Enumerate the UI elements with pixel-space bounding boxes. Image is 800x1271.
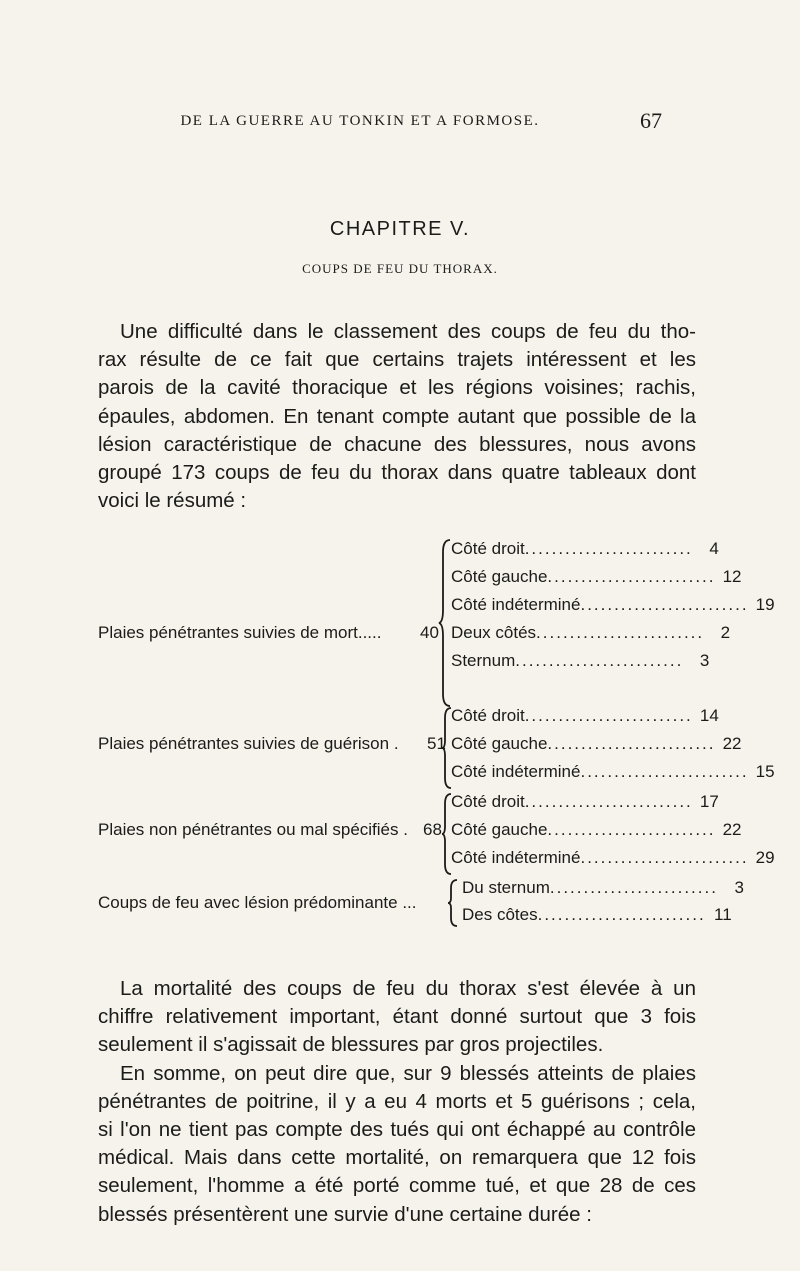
chapter-subtitle: COUPS DE FEU DU THORAX. — [302, 261, 498, 276]
running-head: DE LA GUERRE AU TONKIN ET A FORMOSE. — [180, 113, 540, 129]
closing-paragraph — [98, 975, 696, 1229]
table-row: Côté droit ......................... 4 — [451, 539, 719, 558]
text-line: voici le résumé : — [98, 489, 247, 513]
table-row: Côté gauche ......................... 22 — [451, 734, 742, 753]
table-row: Deux côtés ......................... 2 — [451, 623, 731, 642]
group-total: 68 — [423, 820, 442, 839]
table-row: Du sternum ......................... 3 — [462, 878, 744, 897]
text-line: En somme, on peut dire que, sur 9 blessés atteints de plaies — [120, 1061, 696, 1085]
table-row: Sternum ......................... 3 — [451, 651, 710, 670]
table-row: Côté droit ......................... 14 — [451, 706, 719, 725]
brace-icon — [438, 538, 452, 708]
text-line: chiffre relativement important, étant donné surtout que 3 fois — [98, 1005, 696, 1029]
group-label: Plaies pénétrantes suivies de mort..... — [98, 623, 382, 642]
table-row: Côté gauche ......................... 22 — [451, 820, 742, 839]
text-line: groupé 173 coups de feu du thorax dans quatre tableaux dont — [98, 461, 696, 485]
text-line: seulement, l'homme a été porté comme tué, et que 28 de ces — [98, 1174, 696, 1198]
text-line: pénétrantes de poitrine, il y a eu 4 morts et 5 guérisons ; cela, — [98, 1089, 696, 1113]
table-row: Côté gauche ......................... 12 — [451, 567, 742, 586]
page-number: 67 — [640, 108, 662, 133]
table-row: Côté indéterminé ......................... 29 — [451, 848, 775, 867]
table-row: Côté indéterminé ......................... 15 — [451, 762, 775, 781]
text-line: Une difficulté dans le classement des coups de feu du tho- — [120, 320, 696, 343]
group-label: Coups de feu avec lésion prédominante ... — [98, 893, 417, 912]
intro-paragraph — [98, 318, 696, 515]
text-line: La mortalité des coups de feu du thorax s'est élevée à un — [120, 977, 696, 1000]
chapter-title: CHAPITRE V. — [329, 218, 471, 240]
table-row: Des côtes ......................... 11 — [462, 905, 732, 924]
group-total: 40 — [420, 623, 439, 642]
brace-icon — [447, 878, 459, 928]
text-line: seulement il s'agissait de blessures par gros projectiles. — [98, 1033, 604, 1057]
text-line: médical. Mais dans cette mortalité, on remarquera que 12 fois — [98, 1146, 696, 1170]
text-line: lésion caractéristique de chacune des blessures, nous avons — [98, 432, 696, 456]
text-line: parois de la cavité thoracique et les régions voisines; rachis, — [98, 376, 696, 400]
text-line: rax résulte de ce fait que certains trajets intéressent et les — [98, 348, 696, 372]
text-line: si l'on ne tient pas compte des tués qui ont échappé au contrôle — [98, 1118, 696, 1142]
group-total: 51 — [427, 734, 446, 753]
group-label: Plaies non pénétrantes ou mal spécifiés . — [98, 820, 408, 839]
text-line: épaules, abdomen. En tenant compte autant que possible de la — [98, 404, 696, 428]
text-line: blessés présentèrent une survie d'une certaine durée : — [98, 1202, 592, 1226]
group-label: Plaies pénétrantes suivies de guérison . — [98, 734, 399, 753]
table-row: Côté droit ......................... 17 — [451, 792, 719, 811]
table-row: Côté indéterminé ......................... 19 — [451, 595, 775, 614]
